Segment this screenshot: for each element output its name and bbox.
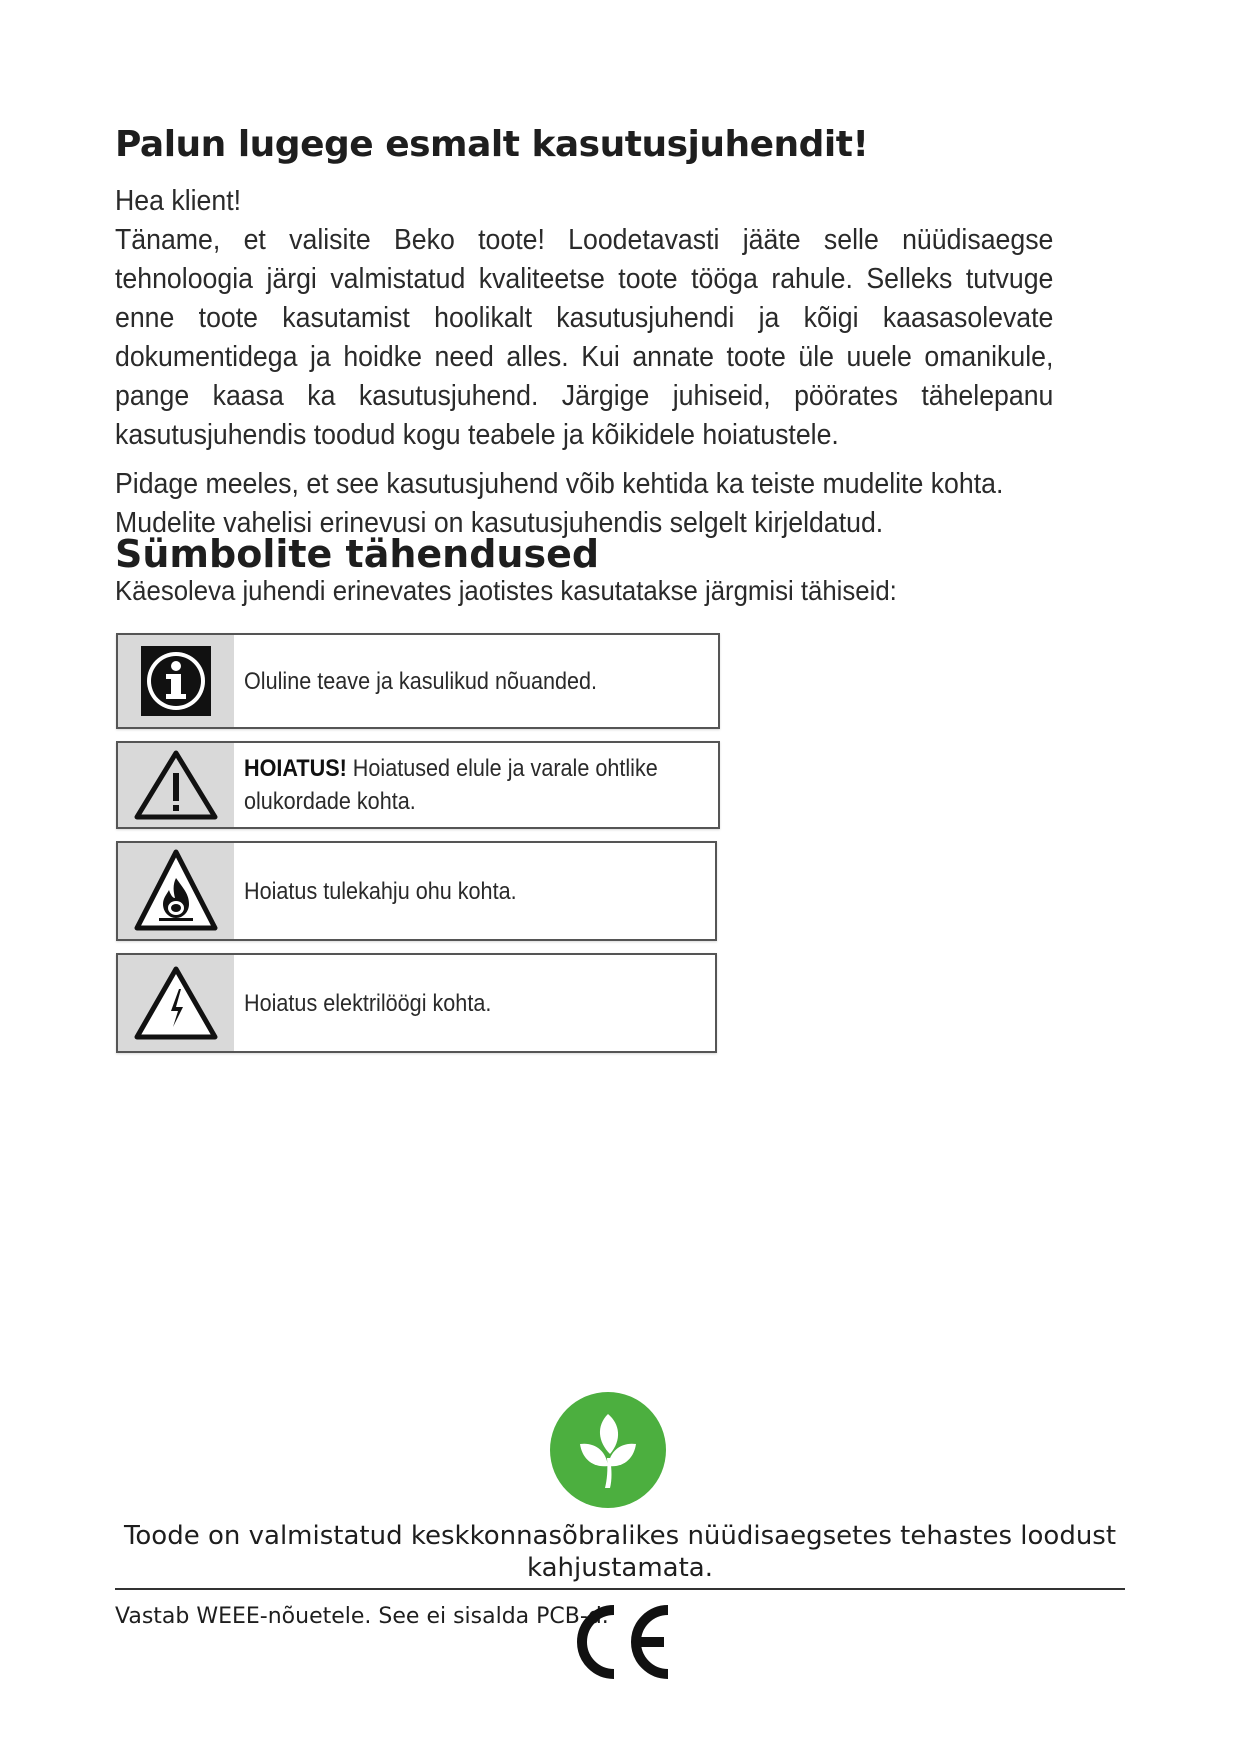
warning-icon xyxy=(118,743,234,827)
symbols-heading: Sümbolite tähendused xyxy=(115,532,600,576)
page-title: Palun lugege esmalt kasutusjuhendit! xyxy=(115,124,869,165)
intro-text xyxy=(115,182,1053,543)
symbol-row-warning xyxy=(116,741,720,829)
symbol-row-info xyxy=(116,633,720,729)
weee-statement: Vastab WEEE-nõuetele. See ei sisalda PCB-d. xyxy=(115,1604,609,1629)
electric-warning-icon xyxy=(118,955,234,1051)
symbol-row-electric xyxy=(116,953,717,1053)
fire-warning-icon xyxy=(118,843,234,939)
symbol-text-info: Oluline teave ja kasulikud nõuanded. xyxy=(244,667,598,695)
info-icon xyxy=(118,635,234,727)
symbols-intro: Käesoleva juhendi erinevates jaotistes kasutatakse järgmisi tähiseid: xyxy=(115,575,897,606)
ce-mark-icon xyxy=(568,1600,676,1684)
greeting: Hea klient! xyxy=(115,185,242,217)
eco-leaf-icon xyxy=(550,1392,666,1508)
symbol-text-warning: HOIATUS! Hoiatused elule ja varale ohtlike olukordade kohta. xyxy=(244,755,658,815)
symbol-text-electric: Hoiatus elektrilöögi kohta. xyxy=(244,989,492,1017)
warning-label: HOIATUS! xyxy=(244,755,347,782)
divider xyxy=(115,1588,1125,1590)
symbol-text-fire: Hoiatus tulekahju ohu kohta. xyxy=(244,877,517,905)
models-note-paragraph: Pidage meeles, et see kasutusjuhend võib kehtida ka teiste mudelite kohta. Mudelite vahelisi erinevusi on kasutusjuhendis selgelt kirjeldatud. xyxy=(115,468,1004,539)
eco-statement: Toode on valmistatud keskkonnasõbralikes nüüdisaegsetes tehastes loodust kahjustamata. xyxy=(123,1521,1117,1583)
intro-paragraph: Täname, et valisite Beko toote! Loodetavasti jääte selle nüüdisaegse tehnoloogia järgi valmistatud kvaliteetse toote tööga rahule. Selleks tutvuge enne toote kasutamist hoolikalt kasutusjuhendi ja kõigi kaasasolevate dokumentidega ja hoidke need alles. Kui annate toote üle uuele omanikule, pange kaasa ka kasutusjuhend. Järgige juhiseid, pöörates tähelepanu kasutusjuhendis toodud kogu teabele ja kõikidele hoiatustele. xyxy=(115,224,1054,451)
symbol-row-fire xyxy=(116,841,717,941)
